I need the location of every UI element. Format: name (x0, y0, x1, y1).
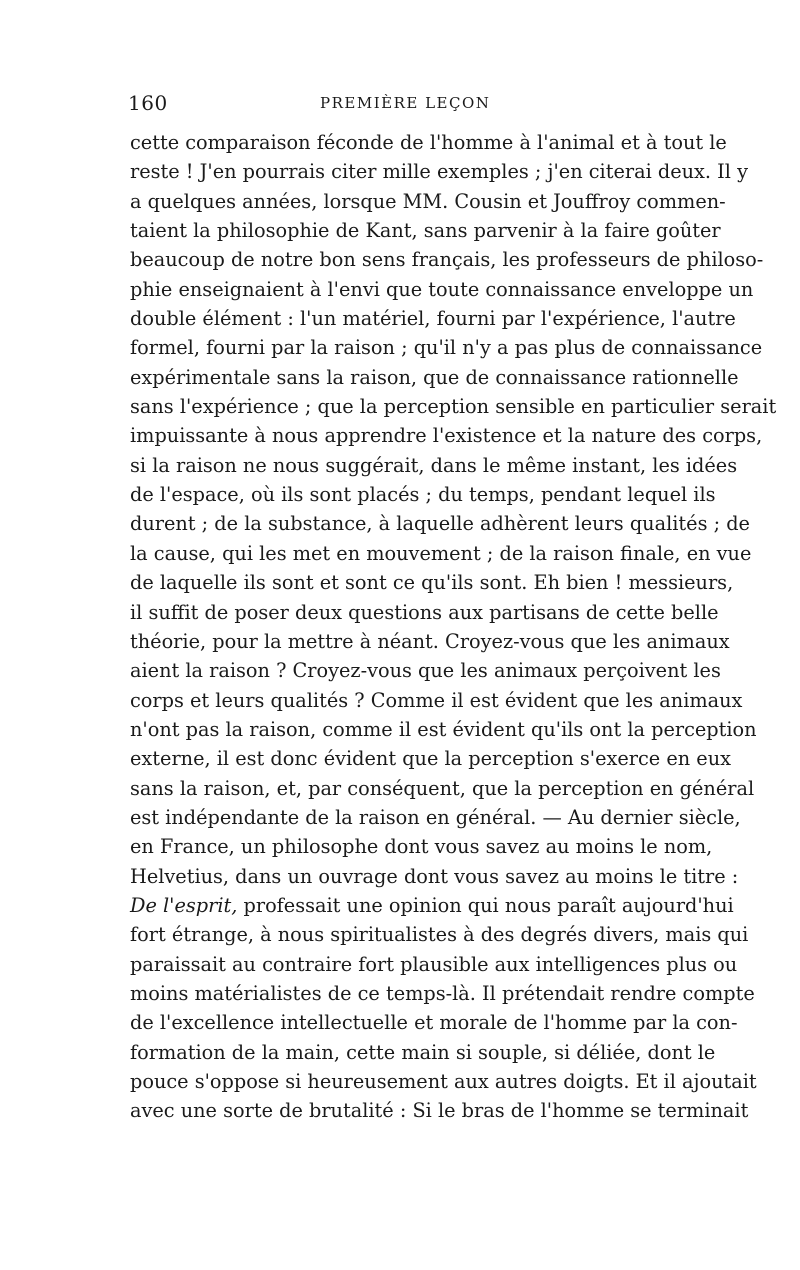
page-header (128, 91, 680, 119)
text-line: formel, fourni par la raison ; qu'il n'y a pas plus de connaissance (130, 336, 763, 360)
text-line: beaucoup de notre bon sens français, les professeurs de philoso- (130, 248, 764, 272)
text-line: de laquelle ils sont et sont ce qu'ils sont. Eh bien ! messieurs, (130, 571, 734, 595)
text-line: paraissait au contraire fort plausible aux intelligences plus ou (130, 952, 738, 976)
text-line: si la raison ne nous suggérait, dans le même instant, les idées (130, 453, 738, 477)
text-line: moins matérialistes de ce temps-là. Il prétendait rendre compte (130, 981, 755, 1005)
text-line: taient la philosophie de Kant, sans parvenir à la faire goûter (130, 219, 721, 243)
text-line: double élément : l'un matériel, fourni par l'expérience, l'autre (130, 307, 736, 331)
text-line: reste ! J'en pourrais citer mille exemples ; j'en citerai deux. Il y (130, 160, 748, 184)
text-line: durent ; de la substance, à laquelle adhèrent leurs qualités ; de (130, 512, 750, 536)
text-line: n'ont pas la raison, comme il est évident qu'ils ont la perception (130, 717, 757, 741)
running-title: PREMIÈRE LEÇON (320, 94, 491, 112)
text-line: de l'excellence intellectuelle et morale de l'homme par la con- (130, 1011, 738, 1035)
text-line: sans la raison, et, par conséquent, que la perception en général (130, 776, 755, 800)
text-line: corps et leurs qualités ? Comme il est évident que les animaux (130, 688, 743, 712)
text-line: avec une sorte de brutalité : Si le bras de l'homme se terminait (130, 1099, 749, 1123)
text-line: externe, il est donc évident que la perception s'exerce en eux (130, 747, 731, 771)
book-title: De l'esprit, (130, 893, 238, 917)
text-line: fort étrange, à nous spiritualistes à des degrés divers, mais qui (130, 923, 749, 947)
text-line: impuissante à nous apprendre l'existence et la nature des corps, (130, 424, 763, 448)
text-line: théorie, pour la mettre à néant. Croyez-vous que les animaux (130, 629, 730, 653)
text-line: il suffit de poser deux questions aux partisans de cette belle (130, 600, 719, 624)
page-number: 160 (128, 91, 168, 115)
text-line: la cause, qui les met en mouvement ; de la raison finale, en vue (130, 541, 752, 565)
body-text (130, 128, 777, 1126)
text-line: en France, un philosophe dont vous savez au moins le nom, (130, 835, 713, 859)
text-line: formation de la main, cette main si souple, si déliée, dont le (130, 1040, 716, 1064)
text-line: pouce s'oppose si heureusement aux autres doigts. Et il ajoutait (130, 1070, 757, 1093)
text-line-with-book-title (130, 891, 734, 920)
text-line: est indépendante de la raison en général. — Au dernier siècle, (130, 805, 741, 829)
text-fragment: professait une opinion qui nous paraît aujourd'hui (237, 893, 734, 917)
text-line: sans l'expérience ; que la perception sensible en particulier serait (130, 395, 777, 419)
text-line: Helvetius, dans un ouvrage dont vous savez au moins le titre : (130, 864, 739, 888)
text-line: a quelques années, lorsque MM. Cousin et Jouffroy commen- (130, 189, 726, 213)
text-line: expérimentale sans la raison, que de connaissance rationnelle (130, 365, 739, 389)
text-line: de l'espace, où ils sont placés ; du temps, pendant lequel ils (130, 483, 716, 507)
text-line: aient la raison ? Croyez-vous que les animaux perçoivent les (130, 659, 721, 683)
text-line: phie enseignaient à l'envi que toute connaissance enveloppe un (130, 277, 754, 301)
text-line: cette comparaison féconde de l'homme à l'animal et à tout le (130, 131, 727, 154)
